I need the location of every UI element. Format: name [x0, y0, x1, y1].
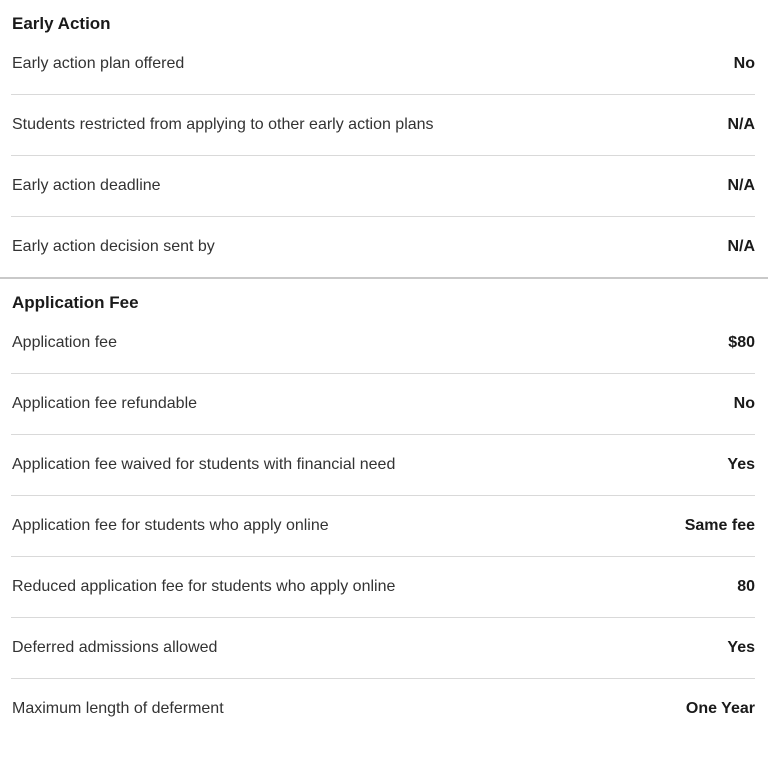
row-label: Application fee — [12, 334, 117, 351]
table-row-early-action-deadline — [11, 156, 755, 217]
row-label: Application fee for students who apply online — [12, 517, 329, 534]
row-label: Deferred admissions allowed — [12, 639, 218, 656]
row-value: One Year — [685, 700, 755, 717]
table-row-application-fee — [11, 313, 755, 374]
row-label: Application fee waived for students with financial need — [12, 456, 396, 473]
row-value: No — [733, 395, 755, 412]
row-value: 80 — [737, 578, 755, 595]
section-heading-early-action: Early Action — [12, 14, 111, 33]
table-row-students-restricted-from-applying-to-oth — [11, 95, 755, 156]
table-row-maximum-length-of-deferment — [11, 679, 755, 739]
table-row-reduced-application-fee-for-students-who — [11, 557, 755, 618]
table-row-application-fee-for-students-who-apply-o — [11, 496, 755, 557]
row-value: N/A — [727, 177, 755, 194]
section-rows — [0, 34, 768, 277]
row-label: Reduced application fee for students who apply online — [12, 578, 396, 595]
section-application-fee — [0, 279, 768, 739]
row-label: Early action plan offered — [12, 55, 185, 72]
table-row-deferred-admissions-allowed — [11, 618, 755, 679]
section-rows — [0, 313, 768, 739]
row-label: Early action deadline — [12, 177, 161, 194]
table-row-application-fee-waived-for-students-with — [11, 435, 755, 496]
table-row-application-fee-refundable — [11, 374, 755, 435]
row-label: Early action decision sent by — [12, 238, 215, 255]
row-value: Same fee — [684, 517, 755, 534]
row-label: Application fee refundable — [12, 395, 198, 412]
row-label: Maximum length of deferment — [12, 700, 224, 717]
row-value: Yes — [727, 456, 755, 473]
row-value: $80 — [728, 334, 755, 351]
table-row-early-action-decision-sent-by — [11, 217, 755, 277]
row-value: N/A — [727, 116, 755, 133]
table-row-early-action-plan-offered — [11, 34, 755, 95]
row-value: Yes — [727, 639, 755, 656]
row-label: Students restricted from applying to other early action plans — [12, 116, 434, 133]
section-heading-application-fee: Application Fee — [12, 293, 139, 312]
row-value: N/A — [727, 238, 755, 255]
section-early-action — [0, 0, 768, 279]
row-value: No — [733, 55, 755, 72]
